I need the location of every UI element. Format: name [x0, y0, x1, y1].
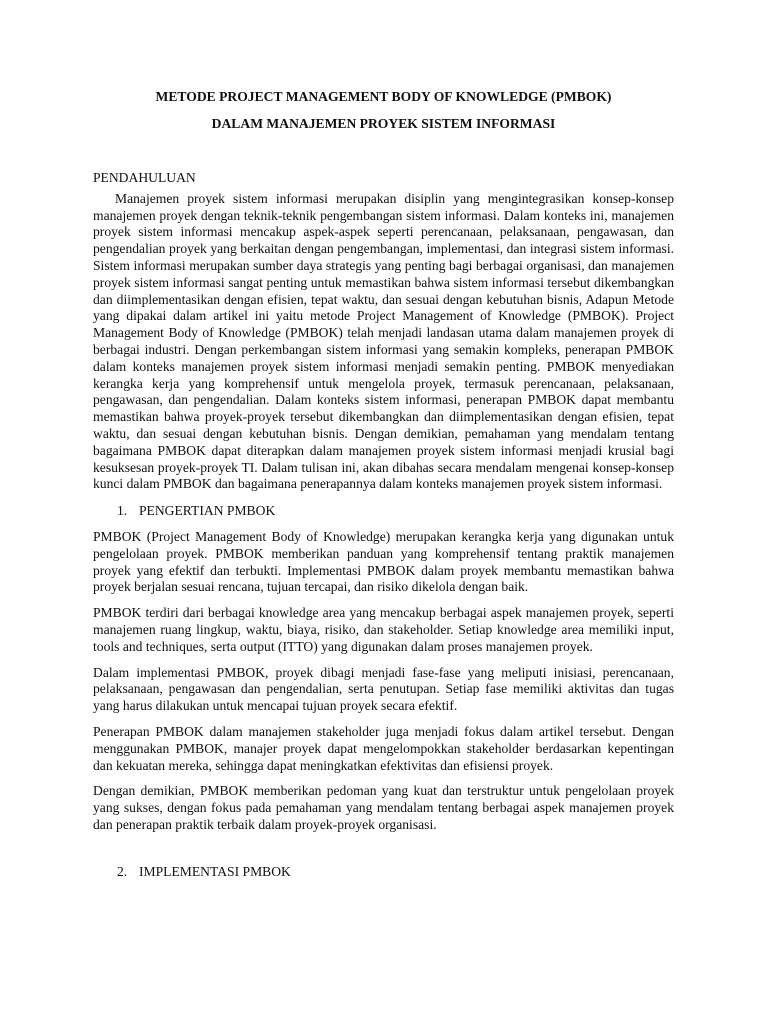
section1-number: 1. [117, 503, 128, 519]
section1-paragraph-2: PMBOK terdiri dari berbagai knowledge area yang mencakup berbagai aspek manajemen proyek, seperti manajemen ruang lingkup, waktu, biaya, risiko, dan stakeholder. Setiap knowledge area memiliki input, tools and techniques, serta output (ITTO) yang digunakan dalam proses manajemen proyek. [93, 605, 674, 654]
section1-paragraph-4: Penerapan PMBOK dalam manajemen stakeholder juga menjadi fokus dalam artikel tersebut. Dengan menggunakan PMBOK, manajer proyek dapat mengelompokkan stakeholder berdasarkan kepentingan dan kekuatan mereka, sehingga dapat meningkatkan efektivitas dan efisiensi proyek. [93, 723, 674, 773]
section1-paragraph-5: Dengan demikian, PMBOK memberikan pedoman yang kuat dan terstruktur untuk pengelolaan proyek yang sukses, dengan fokus pada pemahaman yang mendalam tentang berbagai aspek manajemen proyek dan penerapan praktik terbaik dalam proyek-proyek organisasi. [93, 783, 674, 832]
section2-heading [93, 864, 674, 881]
document-title-line2: DALAM MANAJEMEN PROYEK SISTEM INFORMASI [211, 116, 556, 131]
intro-heading: PENDAHULUAN [93, 170, 196, 185]
section2-title: IMPLEMENTASI PMBOK [139, 863, 291, 879]
document-body [93, 170, 674, 880]
section1-paragraph-3: Dalam implementasi PMBOK, proyek dibagi menjadi fase-fase yang meliputi inisiasi, perencanaan, pelaksanaan, pengawasan dan pengendalian, serta penutupan. Setiap fase memiliki aktivitas dan tugas yang harus dilakukan untuk mencapai tujuan proyek secara efektif. [93, 664, 674, 714]
section1-title: PENGERTIAN PMBOK [139, 503, 276, 519]
intro-paragraph: Manajemen proyek sistem informasi merupakan disiplin yang mengintegrasikan konsep-konsep manajemen proyek dengan teknik-teknik pengembangan sistem informasi. Dalam konteks ini, manajemen proyek sistem informasi mencakup aspek-aspek seperti perencanaan, pelaksanaan, pengawasan, dan pengendalian proyek yang berkaitan dengan pengembangan, implementasi, dan integrasi sistem informasi. Sistem informasi merupakan sumber daya strategis yang penting bagi berbagai organisasi, dan manajemen proyek sistem informasi sangat penting untuk memastikan bahwa sistem informasi tersebut dikembangkan dan diimplementasikan dengan efisien, tepat waktu, dan sesuai dengan kebutuhan bisnis, Adapun Metode yang dipakai dalam artikel ini yaitu metode Project Management of Knowledge (PMBOK). Project Management Body of Knowledge (PMBOK) telah menjadi landasan utama dalam manajemen proyek di berbagai industri. Dengan perkembangan sistem informasi yang semakin kompleks, penerapan PMBOK dalam konteks manajemen proyek sistem informasi menjadi semakin penting. PMBOK menyediakan kerangka kerja yang komprehensif untuk mengelola proyek, termasuk perencanaan, pelaksanaan, pengawasan, dan pengendalian. Dalam konteks sistem informasi, penerapan PMBOK dapat membantu memastikan bahwa proyek-proyek tersebut dikembangkan dan diimplementasikan dengan efisien, tepat waktu, dan sesuai dengan kebutuhan bisnis. Dengan demikian, pemahaman yang mendalam tentang bagaimana PMBOK dapat diterapkan dalam manajemen proyek sistem informasi menjadi krusial bagi kesuksesan proyek-proyek TI. Dalam tulisan ini, akan dibahas secara mendalam mengenai konsep-konsep kunci dalam PMBOK dan bagaimana penerapannya dalam konteks manajemen proyek sistem informasi. [93, 190, 674, 492]
section1-paragraph-1: PMBOK (Project Management Body of Knowledge) merupakan kerangka kerja yang digunakan untuk pengelolaan proyek. PMBOK memberikan panduan yang komprehensif tentang praktik manajemen proyek yang efektif dan terbukti. Implementasi PMBOK dalam proyek membantu memastikan bahwa proyek berjalan sesuai rencana, tujuan tercapai, dan risiko dikelola dengan baik. [93, 528, 674, 595]
document-title-line1: METODE PROJECT MANAGEMENT BODY OF KNOWLEDGE (PMBOK) [155, 89, 612, 104]
section2-number: 2. [117, 863, 128, 879]
section1-heading [93, 503, 674, 520]
